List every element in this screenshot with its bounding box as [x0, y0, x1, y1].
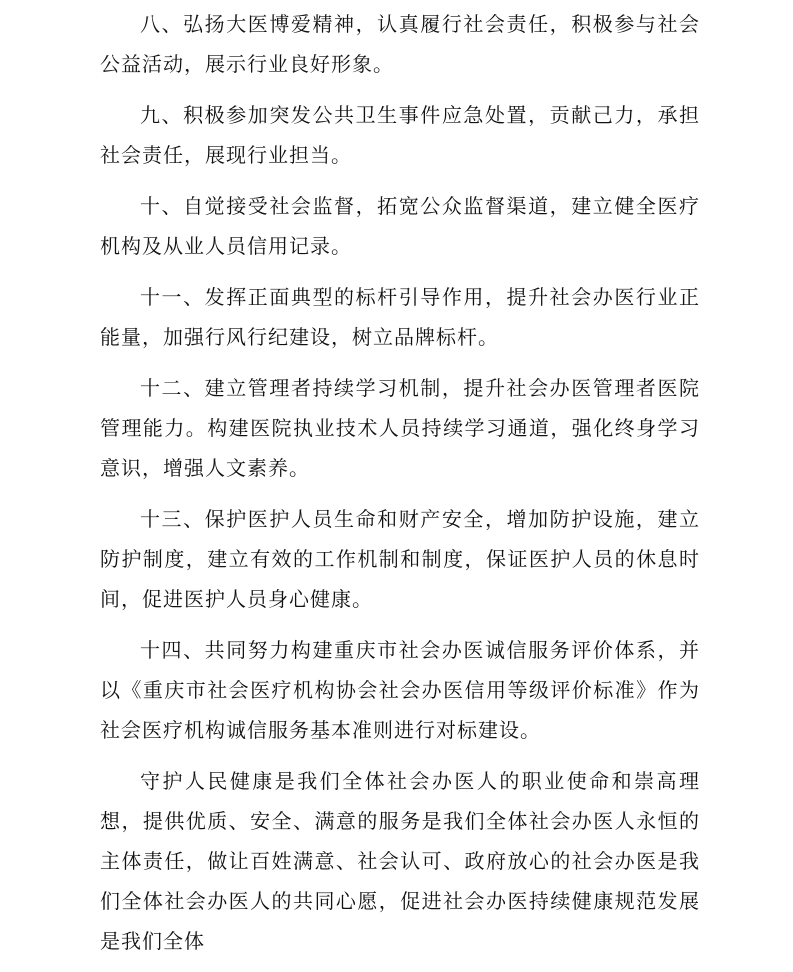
article-11-paragraph: 十一、发挥正面典型的标杆引导作用，提升社会办医行业正能量，加强行风行纪建设，树立品牌标杆。 [100, 285, 700, 349]
article-8-paragraph: 八、弘扬大医博爱精神，认真履行社会责任，积极参与社会公益活动，展示行业良好形象。 [100, 12, 700, 76]
article-9-paragraph: 九、积极参加突发公共卫生事件应急处置，贡献己力，承担社会责任，展现行业担当。 [100, 103, 700, 167]
article-12-paragraph: 十二、建立管理者持续学习机制，提升社会办医管理者医院管理能力。构建医院执业技术人员持续学习通道，强化终身学习意识，增强人文素养。 [100, 376, 700, 480]
article-13-paragraph: 十三、保护医护人员生命和财产安全，增加防护设施，建立防护制度，建立有效的工作机制和制度，保证医护人员的休息时间，促进医护人员身心健康。 [100, 507, 700, 611]
document-page [100, 4, 700, 972]
article-10-paragraph: 十、自觉接受社会监督，拓宽公众监督渠道，建立健全医疗机构及从业人员信用记录。 [100, 194, 700, 258]
closing-paragraph: 守护人民健康是我们全体社会办医人的职业使命和崇高理想，提供优质、安全、满意的服务是我们全体社会办医人永恒的主体责任，做让百姓满意、社会认可、政府放心的社会办医是我们全体社会办医人的共同心愿，促进社会办医持续健康规范发展是我们全体 [100, 769, 700, 953]
article-14-paragraph: 十四、共同努力构建重庆市社会办医诚信服务评价体系，并以《重庆市社会医疗机构协会社会办医信用等级评价标准》作为社会医疗机构诚信服务基本准则进行对标建设。 [100, 638, 700, 742]
